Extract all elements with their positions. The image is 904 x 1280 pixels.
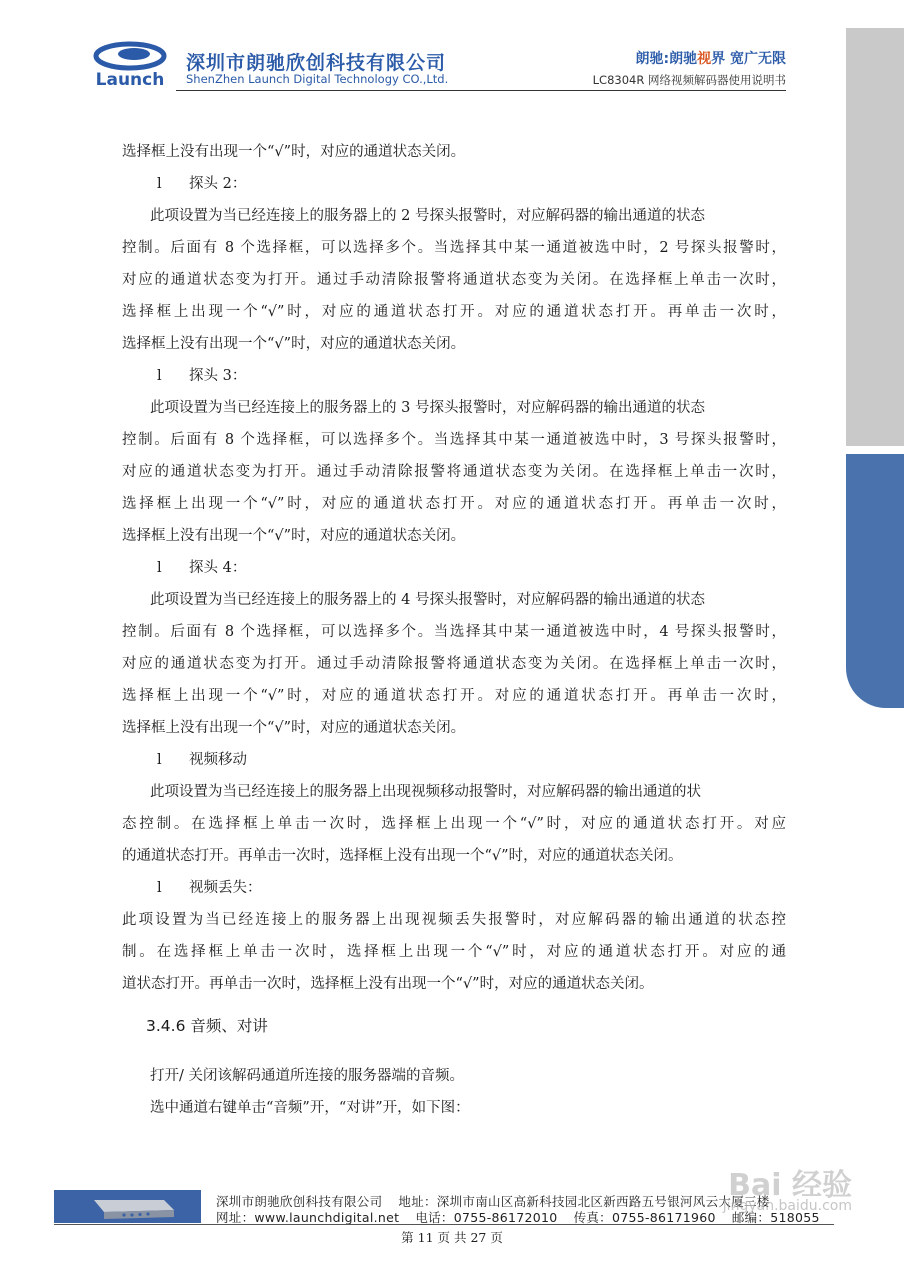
bullet-marker: l [157,368,162,384]
text-line: 控制。后面有 8 个选择框，可以选择多个。当选择其中某一通道被选中时，3 号探头报警时， [122,432,786,448]
text-line: 控制。后面有 8 个选择框，可以选择多个。当选择其中某一通道被选中时，2 号探头报警时， [122,240,786,256]
bullet-item [122,360,786,392]
bullet-label: 探头 2： [189,176,247,192]
side-tab-gray [846,28,904,446]
text-line: 选择框上出现一个“√”时，对应的通道状态打开。对应的通道状态打开。再单击一次时， [122,496,786,512]
bullet-marker: l [157,560,162,576]
text-line: 选择框上没有出现一个“√”时，对应的通道状态关闭。 [122,720,466,736]
device-icon [54,1190,201,1223]
footer-company: 深圳市朗驰欣创科技有限公司 [216,1194,383,1209]
bullet-item [122,744,786,776]
manual-title: LC8304R 网络视频解码器使用说明书 [592,73,786,87]
text-line: 对应的通道状态变为打开。通过手动清除报警将通道状态变为关闭。在选择框上单击一次时， [122,464,786,480]
text-line: 道状态打开。再单击一次时，选择框上没有出现一个“√”时，对应的通道状态关闭。 [122,976,654,992]
slogan-highlight: 视 [697,51,712,67]
watermark-logo: Bai 经验 [728,1168,852,1203]
side-tab-blue [846,454,904,708]
bullet-item [122,872,786,904]
text-line: 控制。后面有 8 个选择框，可以选择多个。当选择其中某一通道被选中时，4 号探头报警时， [122,624,786,640]
text-line: 对应的通道状态变为打开。通过手动清除报警将通道状态变为关闭。在选择框上单击一次时， [122,272,786,288]
page-number: 第 11 页 共 27 页 [401,1230,503,1245]
company-name-en: ShenZhen Launch Digital Technology CO.,Ltd. [186,72,449,86]
launch-logo [90,38,170,90]
company-name-cn: 深圳市朗驰欣创科技有限公司 [186,52,447,74]
text-line: 选择框上没有出现一个“√”时，对应的通道状态关闭。 [122,528,466,544]
watermark-url: jingyan.baidu.com [722,1198,852,1214]
slogan-part-b: 界 宽广无限 [711,51,786,67]
bullet-label: 视频丢失： [189,880,262,896]
header-divider [176,90,786,91]
svg-text:Launch: Launch [95,70,165,90]
bullet-marker: l [157,752,162,768]
text-line: 此项设置为当已经连接上的服务器上出现视频移动报警时，对应解码器的输出通道的状 [150,784,701,800]
footer-website: 网址：www.launchdigital.net [216,1210,400,1225]
bullet-item [122,168,786,200]
slogan [636,48,786,68]
bullet-label: 视频移动 [189,752,247,768]
text-line: 打开/ 关闭该解码通道所连接的服务器端的音频。 [150,1068,464,1084]
text-line: 选择框上没有出现一个“√”时，对应的通道状态关闭。 [122,144,466,160]
footer-divider [54,1224,834,1225]
document-body [122,136,786,1124]
slogan-part-a: 朗驰:朗驰 [635,51,698,67]
text-line: 此项设置为当已经连接上的服务器上出现视频丢失报警时，对应解码器的输出通道的状态控 [122,912,786,928]
text-line: 制。在选择框上单击一次时，选择框上出现一个“√”时，对应的通道状态打开。对应的通 [122,944,786,960]
bullet-item [122,552,786,584]
text-line: 态控制。在选择框上单击一次时，选择框上出现一个“√”时，对应的通道状态打开。对应 [122,816,786,832]
text-line: 选择框上出现一个“√”时，对应的通道状态打开。对应的通道状态打开。再单击一次时， [122,304,786,320]
text-line: 此项设置为当已经连接上的服务器上的 2 号探头报警时，对应解码器的输出通道的状态 [150,208,705,224]
bullet-marker: l [157,880,162,896]
text-line: 选中通道右键单击“音频”开，“对讲”开，如下图： [150,1100,470,1116]
footer-fax: 传真：0755-86171960 [573,1210,716,1225]
text-line: 此项设置为当已经连接上的服务器上的 3 号探头报警时，对应解码器的输出通道的状态 [150,400,705,416]
text-line: 选择框上没有出现一个“√”时，对应的通道状态关闭。 [122,336,466,352]
section-heading: 3.4.6 音频、对讲 [146,1017,268,1035]
footer-phone: 电话：0755-86172010 [415,1210,558,1225]
footer-address: 地址：深圳市南山区高新科技园北区新西路五号银河风云大厦三楼 [398,1194,770,1209]
bullet-label: 探头 4： [189,560,247,576]
text-line: 的通道状态打开。再单击一次时，选择框上没有出现一个“√”时，对应的通道状态关闭。 [122,848,683,864]
footer-device-image [54,1190,201,1223]
bullet-marker: l [157,176,162,192]
text-line: 选择框上出现一个“√”时，对应的通道状态打开。对应的通道状态打开。再单击一次时， [122,688,786,704]
footer-postcode: 邮编：518055 [731,1210,820,1225]
bullet-label: 探头 3： [189,368,247,384]
text-line: 此项设置为当已经连接上的服务器上的 4 号探头报警时，对应解码器的输出通道的状态 [150,592,705,608]
text-line: 对应的通道状态变为打开。通过手动清除报警将通道状态变为关闭。在选择框上单击一次时， [122,656,786,672]
